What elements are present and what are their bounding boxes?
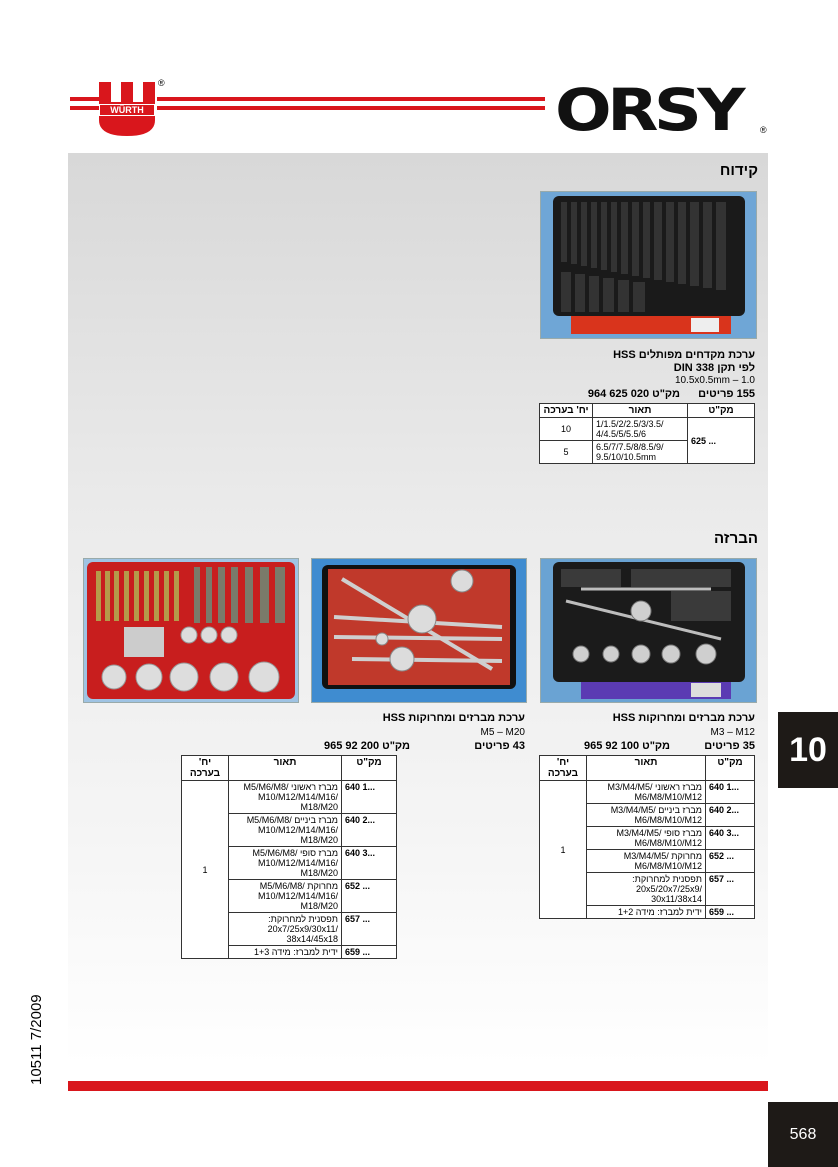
table-cell-desc: ידית למברז: מידה 1+3 xyxy=(229,946,342,959)
tap-set-red-photo xyxy=(83,558,299,703)
drill-product-title-1: ערכת מקדחים מפותלים HSS xyxy=(613,349,755,361)
tap-left-count: 43 פריטים xyxy=(474,740,525,752)
table-cell-code: 652 ... xyxy=(342,880,397,913)
table-cell-qty: 5 xyxy=(540,441,593,464)
tap-set-black-photo xyxy=(540,558,757,703)
table-header-qty: יח' בערכה xyxy=(540,756,587,781)
drill-product-catalog: מק"ט 020 625 964 xyxy=(587,388,680,400)
table-cell-code: 659 ... xyxy=(706,906,755,919)
tap-right-spec-table xyxy=(539,755,755,919)
side-code xyxy=(20,960,60,1090)
section-title-threading: הברזה xyxy=(714,530,758,547)
orsy-logo xyxy=(555,76,770,144)
chapter-tab: 10 xyxy=(778,712,838,788)
table-cell-code: 657 ... xyxy=(706,873,755,906)
tap-right-catalog: מק"ט 100 92 965 xyxy=(583,740,670,752)
table-header-desc: תאור xyxy=(229,756,342,781)
section-title-drilling: קידוח xyxy=(719,162,758,179)
table-cell-desc: מברז סופי M3/M4/M5/ M6/M8/M10/M12 xyxy=(587,827,706,850)
table-cell-desc: תפסנית למחרוקת: 20x5/20x7/25x9/ 30x11/38x14 xyxy=(587,873,706,906)
table-cell-code: 640 1... xyxy=(706,781,755,804)
table-header-desc: תאור xyxy=(593,404,688,418)
header-line-mid-2 xyxy=(157,106,545,110)
side-code-text: 10511 7/2009 xyxy=(28,994,45,1085)
wurth-logo-text: WÜRTH xyxy=(110,105,144,115)
table-cell-code: 659 ... xyxy=(342,946,397,959)
drill-spec-table xyxy=(539,403,755,464)
table-cell-qty: 1 xyxy=(540,781,587,919)
table-header-desc: תאור xyxy=(587,756,706,781)
tap-right-range: M3 – M12 xyxy=(710,727,755,738)
table-header-qty: יח' בערכה xyxy=(540,404,593,418)
table-cell-desc: מברז ביניים M5/M6/M8/ M10/M12/M14/M16/ M18/M20 xyxy=(229,814,342,847)
table-cell-desc: מחרוקת M3/M4/M5/ M6/M8/M10/M12 xyxy=(587,850,706,873)
table-cell-code: 657 ... xyxy=(342,913,397,946)
table-header-code: מק"ט xyxy=(706,756,755,781)
page-number: 568 xyxy=(768,1102,838,1167)
wurth-registered-mark: ® xyxy=(158,78,165,88)
table-cell-desc: מברז ראשוני M5/M6/M8/ M10/M12/M14/M16/ M18/M20 xyxy=(229,781,342,814)
tap-set-handles-photo xyxy=(311,558,527,703)
drill-product-count: 155 פריטים xyxy=(698,388,755,400)
drill-product-title-2: לפי תקן DIN 338 xyxy=(673,362,755,374)
table-cell-desc: מחרוקת M5/M6/M8/ M10/M12/M14/M16/ M18/M20 xyxy=(229,880,342,913)
table-cell-code: 640 2... xyxy=(342,814,397,847)
table-cell-code: 640 2... xyxy=(706,804,755,827)
table-cell-code: 625 ... xyxy=(688,418,755,464)
tap-left-spec-table xyxy=(181,755,397,959)
table-cell-desc: מברז ראשוני M3/M4/M5/ M6/M8/M10/M12 xyxy=(587,781,706,804)
table-cell-code: 640 1... xyxy=(342,781,397,814)
footer-red-bar xyxy=(68,1081,768,1091)
table-header-qty: יח' בערכה xyxy=(182,756,229,781)
table-row xyxy=(540,418,755,441)
tap-right-title: ערכת מברזים ומחרוקות HSS xyxy=(612,712,755,724)
table-cell-desc: 6.5/7/7.5/8/8.5/9/ 9.5/10/10.5mm xyxy=(593,441,688,464)
table-header-code: מק"ט xyxy=(688,404,755,418)
table-cell-qty: 10 xyxy=(540,418,593,441)
tap-left-range: M5 – M20 xyxy=(480,727,525,738)
orsy-registered-mark: ® xyxy=(760,125,767,135)
table-cell-desc: ידית למברז: מידה 1+2 xyxy=(587,906,706,919)
header-line-mid xyxy=(157,97,545,101)
drill-set-photo xyxy=(540,191,757,339)
header-line-left-2 xyxy=(70,106,100,110)
wurth-logo xyxy=(97,80,157,138)
table-cell-code: 640 3... xyxy=(706,827,755,850)
table-cell-code: 652 ... xyxy=(706,850,755,873)
table-row xyxy=(182,781,397,814)
table-cell-qty: 1 xyxy=(182,781,229,959)
orsy-logo-text: ORSY xyxy=(555,76,742,144)
table-cell-code: 640 3... xyxy=(342,847,397,880)
header-line-left xyxy=(70,97,100,101)
table-header-code: מק"ט xyxy=(342,756,397,781)
table-row xyxy=(540,781,755,804)
tap-right-count: 35 פריטים xyxy=(704,740,755,752)
drill-product-range: 1.0 – 10.5x0.5mm xyxy=(674,375,755,386)
table-cell-desc: מברז ביניים M3/M4/M5/ M6/M8/M10/M12 xyxy=(587,804,706,827)
table-cell-desc: תפסנית למחרוקת: 20x7/25x9/30x11/ 38x14/45x18 xyxy=(229,913,342,946)
tap-left-title: ערכת מברזים ומחרוקות HSS xyxy=(382,712,525,724)
table-cell-desc: 1/1.5/2/2.5/3/3.5/ 4/4.5/5/5.5/6 xyxy=(593,418,688,441)
table-cell-desc: מברז סופי M5/M6/M8/ M10/M12/M14/M16/ M18/M20 xyxy=(229,847,342,880)
tap-left-catalog: מק"ט 200 92 965 xyxy=(323,740,410,752)
